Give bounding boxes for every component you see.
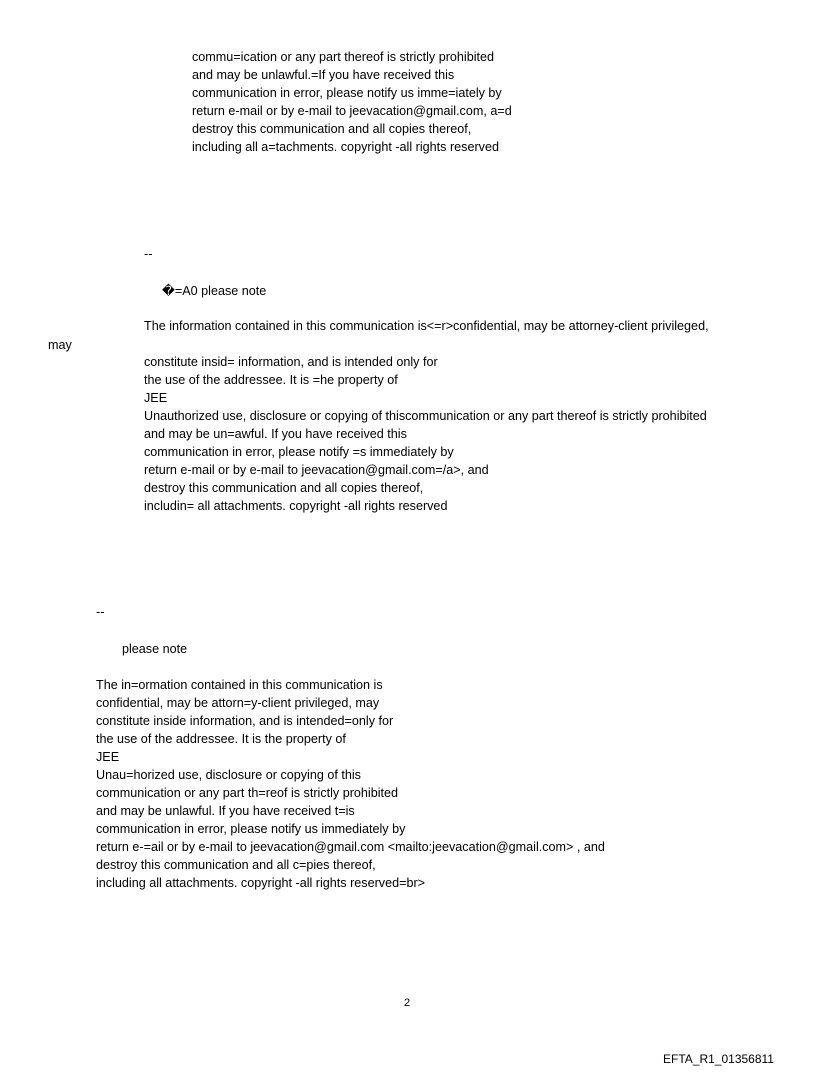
disclaimer-line: including all attachments. copyright -all rights reserved=br>	[96, 876, 425, 890]
page-number: 2	[404, 997, 411, 1009]
wrapped-word: may	[48, 338, 72, 352]
disclaimer-line: JEE	[144, 391, 168, 405]
document-id: EFTA_R1_01356811	[663, 1052, 774, 1066]
disclaimer-line: communication or any part th=reof is strictly prohibited	[96, 786, 399, 800]
please-note-heading: please note	[122, 642, 188, 656]
disclaimer-line: destroy this communication and all c=pies thereof,	[96, 858, 376, 872]
disclaimer-line: and may be unlawful. If you have received t=is	[96, 804, 355, 818]
signature-separator: --	[144, 247, 153, 261]
disclaimer-line: constitute insid= information, and is intended only for	[144, 355, 438, 369]
signature-separator: --	[96, 605, 105, 619]
disclaimer-line: destroy this communication and all copies thereof,	[192, 122, 472, 136]
disclaimer-line: return e-mail or by e-mail to jeevacation@gmail.com=/a>, and	[144, 463, 489, 477]
disclaimer-line: The in=ormation contained in this communication is	[96, 678, 383, 692]
disclaimer-line: communication in error, please notify =s immediately by	[144, 445, 454, 459]
disclaimer-line: destroy this communication and all copies thereof,	[144, 481, 424, 495]
disclaimer-line: communication in error, please notify us imme=iately by	[192, 86, 502, 100]
disclaimer-line: Unau=horized use, disclosure or copying of this	[96, 768, 361, 782]
disclaimer-line: and may be unlawful.=If you have received this	[192, 68, 455, 82]
disclaimer-line: Unauthorized use, disclosure or copying of thiscommunication or any part thereof is strictly prohibited	[144, 409, 707, 423]
disclaimer-line: the use of the addressee. It is the property of	[96, 732, 346, 746]
disclaimer-line: communication in error, please notify us immediately by	[96, 822, 406, 836]
disclaimer-line: return e-mail or by e-mail to jeevacation@gmail.com, a=d	[192, 104, 512, 118]
disclaimer-line: JEE	[96, 750, 120, 764]
disclaimer-line: including all a=tachments. copyright -all rights reserved	[192, 140, 499, 154]
disclaimer-line: confidential, may be attorn=y-client privileged, may	[96, 696, 380, 710]
please-note-heading: �=A0 please note	[162, 284, 267, 298]
disclaimer-line: The information contained in this communication is<=r>confidential, may be attorney-client privileged,	[144, 319, 709, 333]
disclaimer-line: and may be un=awful. If you have received this	[144, 427, 407, 441]
disclaimer-line: commu=ication or any part thereof is strictly prohibited	[192, 50, 495, 64]
disclaimer-line: return e-=ail or by e-mail to jeevacation@gmail.com <mailto:jeevacation@gmail.com> , and	[96, 840, 605, 854]
disclaimer-line: the use of the addressee. It is =he property of	[144, 373, 398, 387]
disclaimer-line: constitute inside information, and is intended=only for	[96, 714, 394, 728]
disclaimer-line: includin= all attachments. copyright -all rights reserved	[144, 499, 448, 513]
